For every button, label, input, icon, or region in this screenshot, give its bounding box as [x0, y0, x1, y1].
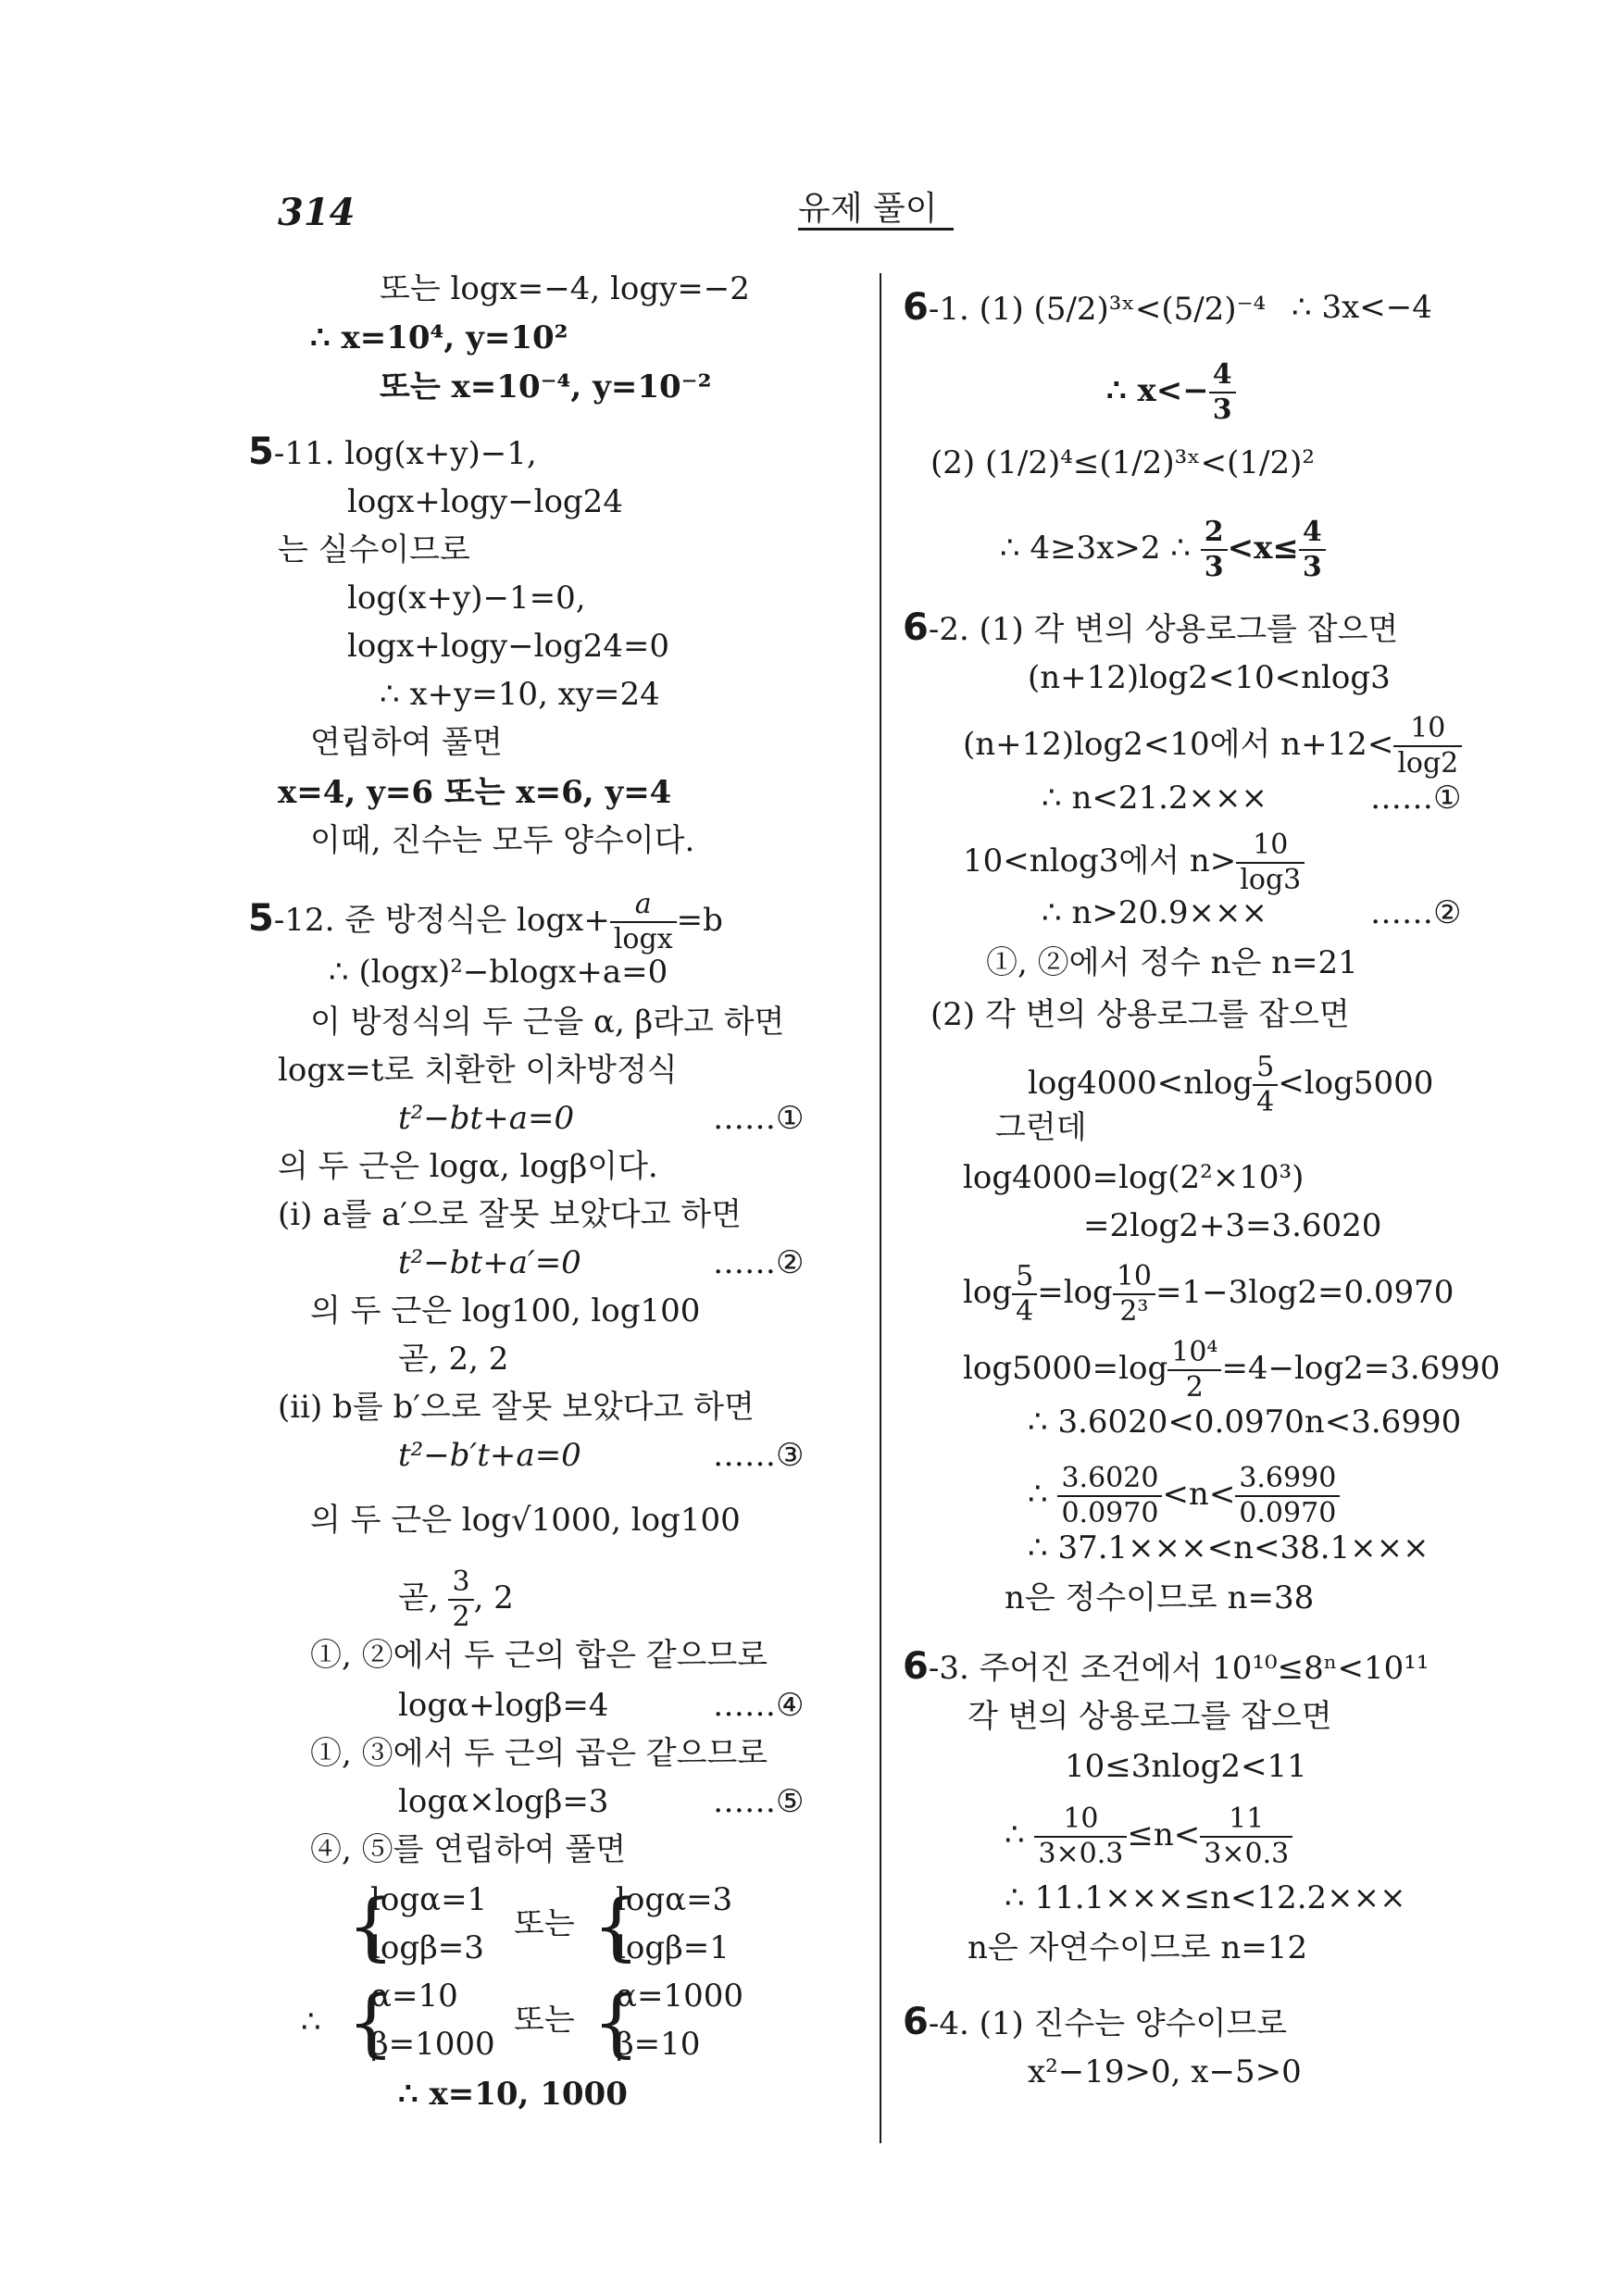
- therefore-symbol: ∴: [301, 2003, 321, 2040]
- solution-line: 연립하여 풀면: [310, 724, 503, 761]
- solution-line: [1000, 518, 1326, 581]
- text: log5000=log: [963, 1350, 1168, 1387]
- denominator: 3: [1204, 551, 1224, 583]
- numerator: 11: [1200, 1805, 1292, 1838]
- problem-number: 6: [903, 1645, 929, 1688]
- text: =1−3log2=0.0970: [1155, 1274, 1454, 1311]
- denominator: 4: [1016, 1295, 1034, 1328]
- fraction: [1113, 1260, 1155, 1328]
- solution-line: logx+logy−log24: [347, 483, 623, 520]
- numerator: 10: [1393, 715, 1462, 747]
- solution-line: x²−19>0, x−5>0: [1028, 2053, 1302, 2090]
- solution-line: 곧, 2, 2: [398, 1341, 509, 1378]
- equation: logα×logβ=3: [398, 1783, 609, 1820]
- solution-line: ①, ③에서 두 근의 곱은 같으므로: [310, 1735, 768, 1772]
- solution-line: 10≤3nlog2<11: [1065, 1748, 1307, 1785]
- numerator: 10: [1113, 1263, 1155, 1295]
- fraction: [448, 1568, 473, 1631]
- problem-label-6-1: [903, 286, 1267, 329]
- problem-intro: -1. (1) (5/2)³ˣ<(5/2)⁻⁴: [928, 291, 1267, 328]
- solution-line: ∴ 3x<−4: [1292, 289, 1432, 326]
- equation-marker: ……④: [713, 1687, 805, 1724]
- text: log4000<nlog: [1028, 1065, 1254, 1102]
- text: =log: [1037, 1274, 1113, 1311]
- fraction: [1201, 518, 1228, 581]
- solution-answer: x=4, y=6 또는 x=6, y=4: [278, 774, 672, 811]
- problem-label-5-12: [248, 888, 723, 955]
- denominator: 3: [1212, 393, 1232, 426]
- problem-intro: -3. 주어진 조건에서 10¹⁰≤8ⁿ<10¹¹: [928, 1650, 1429, 1687]
- fraction: [1057, 1462, 1162, 1529]
- problem-label-5-11: [248, 430, 537, 473]
- connector: 또는: [514, 1905, 575, 1942]
- text: ∴ x<−: [1106, 372, 1209, 409]
- denominator: log3: [1240, 864, 1302, 896]
- text: 곧,: [398, 1579, 439, 1616]
- solution-answer: ∴ x=10, 1000: [398, 2076, 628, 2113]
- solution-answer: ①, ②에서 정수 n은 n=21: [986, 944, 1358, 981]
- equation-marker: ……②: [713, 1244, 805, 1281]
- solution-line: log(x+y)−1=0,: [347, 580, 586, 617]
- equation-tail: =b: [676, 902, 723, 939]
- problem-label-6-3: [903, 1645, 1429, 1688]
- numerator: 3: [448, 1568, 473, 1601]
- equation: t²−bt+a=0: [398, 1100, 575, 1137]
- text: =4−log2=3.6990: [1221, 1350, 1501, 1387]
- numerator: 3.6020: [1057, 1465, 1162, 1497]
- solution-line: (i) a를 a′으로 잘못 보았다고 하면: [278, 1196, 742, 1233]
- solution-line: ∴ 11.1×××≤n<12.2×××: [1005, 1879, 1406, 1916]
- fraction: [1034, 1805, 1127, 1868]
- problem-intro: -11. log(x+y)−1,: [273, 435, 537, 472]
- text: log: [963, 1274, 1013, 1311]
- numerator: a: [610, 891, 677, 923]
- solution-line: [963, 1260, 1454, 1328]
- numerator: 2: [1201, 518, 1228, 551]
- solution-line: ①, ②에서 두 근의 합은 같으므로: [310, 1637, 768, 1674]
- text: <n<: [1162, 1476, 1236, 1513]
- fraction: [1235, 1462, 1340, 1529]
- denominator: 2: [452, 1601, 470, 1633]
- numerator: 4: [1209, 361, 1236, 393]
- equation: α=1000: [616, 1978, 743, 2015]
- denominator: 0.0970: [1239, 1497, 1337, 1529]
- solution-line: [963, 712, 1462, 780]
- problem-number: 6: [903, 606, 929, 649]
- fraction: [610, 888, 677, 955]
- problem-intro: -4. (1) 진수는 양수이므로: [928, 2005, 1288, 2042]
- problem-number: 5: [248, 430, 274, 473]
- title-underline: [798, 228, 954, 231]
- denominator: 0.0970: [1061, 1497, 1159, 1529]
- problem-label-6-4: [903, 2003, 1287, 2042]
- solution-line: (2) 각 변의 상용로그를 잡으면: [930, 996, 1350, 1033]
- denominator: 4: [1256, 1086, 1275, 1118]
- solution-line: (2) (1/2)⁴≤(1/2)³ˣ<(1/2)²: [930, 444, 1315, 481]
- text: , 2: [473, 1579, 514, 1616]
- problem-label-6-2: [903, 606, 1399, 649]
- fraction: [1236, 831, 1305, 894]
- solution-line: ∴ n>20.9×××: [1042, 894, 1267, 931]
- equation-marker: ……③: [713, 1437, 805, 1474]
- solution-line: [1028, 1462, 1340, 1529]
- denominator: 3: [1302, 551, 1322, 583]
- solution-line: ∴ 37.1×××<n<38.1×××: [1028, 1529, 1429, 1566]
- fraction: [1253, 1051, 1278, 1118]
- numerator: 5: [1012, 1263, 1037, 1295]
- solution-answer: [1106, 358, 1236, 426]
- denominator: log2: [1397, 747, 1459, 780]
- solution-line: ∴ n<21.2×××: [1042, 780, 1267, 817]
- solution-line: log4000=log(2²×10³): [963, 1159, 1305, 1196]
- denominator: logx: [613, 923, 673, 955]
- solution-line: ∴ (logx)²−blogx+a=0: [329, 954, 668, 991]
- solution-line: [398, 1568, 514, 1631]
- solution-line: logx=t로 치환한 이차방정식: [278, 1052, 678, 1089]
- fraction: [1012, 1260, 1037, 1328]
- solution-line: 각 변의 상용로그를 잡으면: [968, 1698, 1332, 1735]
- text: <x≤: [1227, 530, 1299, 567]
- equation: α=10: [370, 1978, 458, 2015]
- problem-number: 5: [248, 897, 274, 940]
- equation: t²−bt+a′=0: [398, 1244, 581, 1281]
- equation: logα=1: [370, 1881, 488, 1918]
- solution-line: 또는 logx=−4, logy=−2: [380, 270, 750, 307]
- solution-line: ④, ⑤를 연립하여 풀면: [310, 1831, 627, 1868]
- solution-line: 이때, 진수는 모두 양수이다.: [310, 822, 695, 859]
- solution-line: 의 두 근은 log√1000, log100: [310, 1502, 741, 1539]
- solution-line: [1005, 1805, 1292, 1868]
- solution-line: [1028, 1051, 1434, 1118]
- numerator: 4: [1299, 518, 1326, 551]
- equation: β=10: [616, 2026, 701, 2063]
- solution-line: 그런데: [995, 1109, 1087, 1146]
- solution-line: =2log2+3=3.6020: [1083, 1207, 1382, 1244]
- problem-number: 6: [903, 2001, 929, 2043]
- denominator: 2: [1185, 1371, 1204, 1404]
- equation: β=1000: [370, 2026, 495, 2063]
- text: ≤n<: [1127, 1816, 1201, 1853]
- equation-marker: ……⑤: [713, 1783, 805, 1820]
- equation: logβ=1: [616, 1929, 730, 1966]
- brace: {: [593, 1883, 640, 1969]
- brace: {: [593, 1979, 640, 2065]
- solution-line: 의 두 근은 logα, logβ이다.: [278, 1148, 658, 1185]
- solution-line: ∴ 3.6020<0.0970n<3.6990: [1028, 1404, 1462, 1441]
- equation: logα+logβ=4: [398, 1687, 609, 1724]
- denominator: 2³: [1119, 1295, 1149, 1328]
- solution-line: 또는 x=10⁻⁴, y=10⁻²: [380, 368, 712, 406]
- fraction: [1200, 1805, 1292, 1868]
- text: <log5000: [1278, 1065, 1434, 1102]
- equation-marker: ……①: [1370, 780, 1462, 817]
- connector: 또는: [514, 2002, 575, 2039]
- fraction: [1167, 1336, 1221, 1404]
- numerator: 3.6990: [1235, 1465, 1340, 1497]
- page-title: 유제 풀이: [798, 190, 938, 228]
- denominator: 3×0.3: [1038, 1838, 1124, 1870]
- denominator: 3×0.3: [1204, 1838, 1290, 1870]
- solution-line: (n+12)log2<10<nlog3: [1028, 659, 1391, 696]
- numerator: 5: [1253, 1054, 1278, 1086]
- solution-line: (ii) b를 b′으로 잘못 보았다고 하면: [278, 1389, 755, 1426]
- equation: logα=3: [616, 1881, 733, 1918]
- solution-line: [963, 831, 1305, 894]
- solution-line: logx+logy−log24=0: [347, 628, 670, 665]
- fraction: [1209, 358, 1236, 426]
- text: 10<nlog3에서 n>: [963, 842, 1237, 880]
- problem-intro: -2. (1) 각 변의 상용로그를 잡으면: [928, 611, 1399, 648]
- brace: {: [347, 1883, 394, 1969]
- solution-line: ∴ x+y=10, xy=24: [380, 676, 660, 713]
- text: (n+12)log2<10에서 n+12<: [963, 726, 1394, 763]
- fraction: [1393, 712, 1462, 780]
- numerator: 10: [1034, 1805, 1127, 1838]
- solution-answer: n은 자연수이므로 n=12: [968, 1929, 1308, 1966]
- fraction: [1299, 518, 1326, 581]
- solution-line: ∴ x=10⁴, y=10²: [310, 319, 568, 356]
- solution-answer: n은 정수이므로 n=38: [1005, 1579, 1315, 1616]
- equation-marker: ……①: [713, 1100, 805, 1137]
- solution-line: 의 두 근은 log100, log100: [310, 1292, 701, 1329]
- text: ∴ 4≥3x>2 ∴: [1000, 530, 1191, 567]
- text: ∴: [1005, 1816, 1025, 1853]
- numerator: 10: [1236, 831, 1305, 864]
- equation: t²−b′t+a=0: [398, 1437, 581, 1474]
- text: ∴: [1028, 1476, 1048, 1513]
- solution-line: 는 실수이므로: [278, 531, 470, 568]
- solution-line: [963, 1336, 1501, 1404]
- equation: logβ=3: [370, 1929, 484, 1966]
- column-divider: [880, 273, 881, 2143]
- numerator: 10⁴: [1167, 1339, 1221, 1371]
- page-number: 314: [278, 191, 356, 234]
- problem-intro: -12. 준 방정식은 logx+: [273, 902, 610, 939]
- brace: {: [347, 1979, 394, 2065]
- equation-marker: ……②: [1370, 894, 1462, 931]
- solution-line: 이 방정식의 두 근을 α, β라고 하면: [310, 1004, 785, 1041]
- problem-number: 6: [903, 286, 929, 329]
